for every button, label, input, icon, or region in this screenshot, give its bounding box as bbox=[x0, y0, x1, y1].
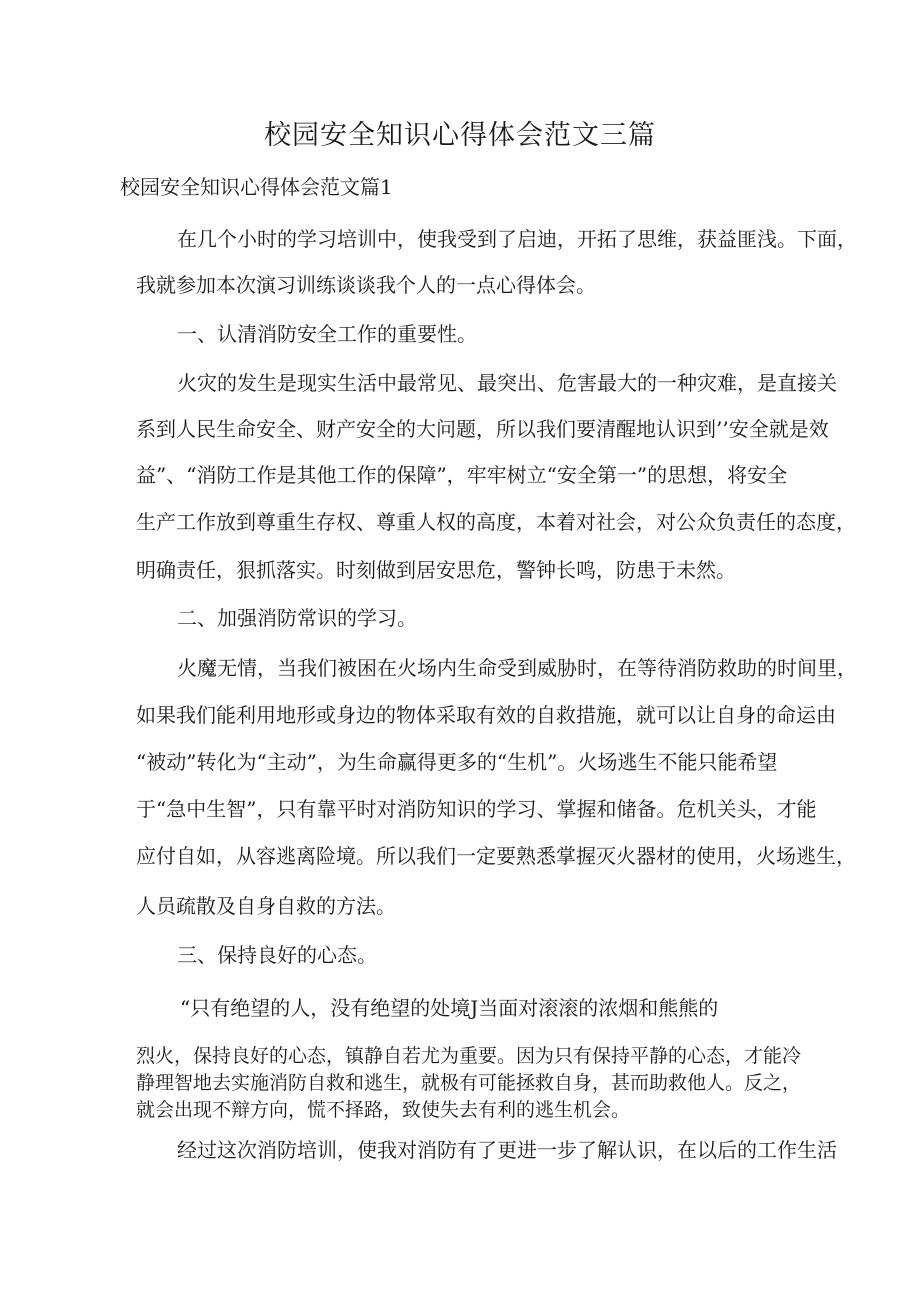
paragraph-line: 我就参加本次演习训练谈谈我个人的一点心得体会。 bbox=[136, 273, 596, 297]
paragraph-line: 就会出现不辩方向，慌不择路，致使失去有利的逃生机会。 bbox=[136, 1099, 631, 1121]
paragraph-line: “只有绝望的人，没有绝望的处境J当面对滚滚的浓烟和熊熊的 bbox=[180, 996, 719, 1020]
section-heading: 二、加强消防常识的学习。 bbox=[177, 606, 417, 630]
paragraph-line: 烈火，保持良好的心态，镇静自若尤为重要。因为只有保持平静的心态，才能冷 bbox=[136, 1045, 802, 1067]
paragraph-line: 在几个小时的学习培训中，使我受到了启迪，开拓了思维，获益匪浅。下面， bbox=[177, 227, 857, 251]
page-title: 校园安全知识心得体会范文三篇 bbox=[264, 120, 656, 151]
section-heading: 一、认清消防安全工作的重要性。 bbox=[177, 322, 477, 346]
paragraph-line: 火魔无情，当我们被困在火场内生命受到威胁时，在等待消防救助的时间里， bbox=[177, 656, 857, 680]
paragraph-line: 于“急中生智”，只有靠平时对消防知识的学习、掌握和储备。危机关头，才能 bbox=[136, 797, 817, 821]
paragraph-line: 如果我们能利用地形或身边的物体采取有效的自救措施，就可以让自身的命运由 bbox=[136, 703, 836, 727]
paragraph-line: 生产工作放到尊重生存权、尊重人权的高度，本着对社会，对公众负责任的态度， bbox=[136, 510, 856, 534]
paragraph-line: 系到人民生命安全、财产安全的大问题，所以我们要清醒地认识到’’安全就是效 bbox=[136, 417, 829, 441]
paragraph-line: 静理智地去实施消防自救和逃生，就极有可能拯救自身，甚而助救他人。反之， bbox=[136, 1072, 802, 1094]
paragraph-line: “被动”转化为“主动”，为生命赢得更多的“生机”。火场逃生不能只能希望 bbox=[136, 750, 778, 774]
section-heading: 三、保持良好的心态。 bbox=[177, 943, 377, 967]
paragraph-line: 火灾的发生是现实生活中最常见、最突出、危害最大的一种灾难，是直接关 bbox=[177, 371, 837, 395]
section-subtitle: 校园安全知识心得体会范文篇1 bbox=[120, 175, 393, 199]
paragraph-line: 益”、“消防工作是其他工作的保障”，牢牢树立“安全第一”的思想，将安全 bbox=[136, 463, 788, 487]
paragraph-line: 人员疏散及自身自救的方法。 bbox=[136, 894, 396, 918]
paragraph-line: 明确责任，狠抓落实。时刻做到居安思危，警钟长鸣，防患于未然。 bbox=[136, 558, 736, 582]
paragraph-line: 经过这次消防培训，使我对消防有了更进一步了解认识，在以后的工作生活 bbox=[177, 1138, 837, 1162]
paragraph-line: 应付自如，从容逃离险境。所以我们一定要熟悉掌握灭火器材的使用，火场逃生， bbox=[136, 844, 856, 868]
